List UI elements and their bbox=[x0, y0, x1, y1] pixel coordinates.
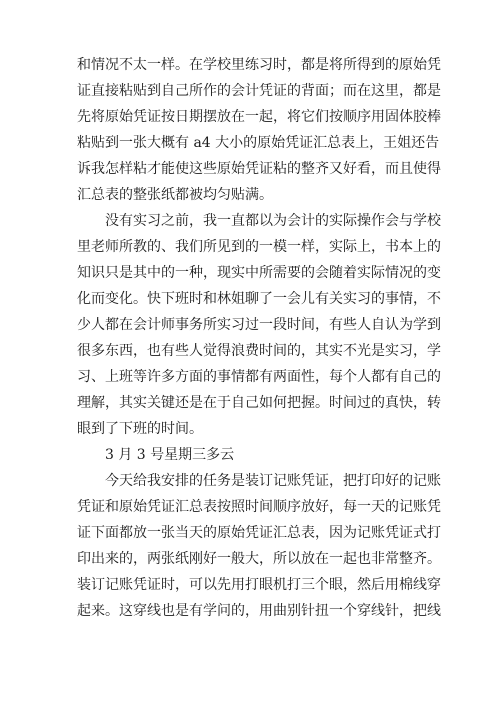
text-line: 眼到了下班的时间。 bbox=[77, 421, 203, 437]
text-line: 凭证和原始凭证汇总表按照时间顺序放好，每一天的记账凭 bbox=[77, 499, 441, 515]
text-line: 里老师所教的、我们所见到的一模一样，实际上，书本上的 bbox=[77, 239, 441, 255]
text-line: 和情况不太一样。在学校里练习时，都是将所得到的原始凭 bbox=[77, 57, 441, 73]
text-line: 没有实习之前，我一直都以为会计的实际操作会与学校 bbox=[105, 213, 441, 229]
text-line: 今天给我安排的任务是装订记账凭证，把打印好的记账 bbox=[105, 473, 441, 489]
text-line: 证直接粘贴到自己所作的会计凭证的背面；而在这里，都是 bbox=[77, 83, 441, 99]
text-line: 起来。这穿线也是有学问的，用曲别针扭一个穿线针，把线 bbox=[77, 603, 441, 619]
paragraph-3 bbox=[77, 468, 441, 624]
text-line: 装订记账凭证时，可以先用打眼机打三个眼，然后用棉线穿 bbox=[77, 577, 441, 593]
text-line: 印出来的，两张纸刚好一般大，所以放在一起也非常整齐。 bbox=[77, 551, 441, 567]
diary-date-heading: 3 月 3 号星期三多云 bbox=[105, 447, 235, 463]
text-line: 证下面都放一张当天的原始凭证汇总表，因为记账凭证式打 bbox=[77, 525, 441, 541]
text-line: 很多东西，也有些人觉得浪费时间的，其实不光是实习，学 bbox=[77, 343, 441, 359]
text-line: 粘贴到一张大概有 a4 大小的原始凭证汇总表上，王姐还告 bbox=[77, 135, 440, 151]
text-line: 汇总表的整张纸都被均匀贴满。 bbox=[77, 187, 273, 203]
text-line: 理解，其实关键还是在于自己如何把握。时间过的真快，转 bbox=[77, 395, 441, 411]
text-line: 习、上班等许多方面的事情都有两面性，每个人都有自己的 bbox=[77, 369, 441, 385]
text-line: 化而变化。快下班时和林姐聊了一会儿有关实习的事情，不 bbox=[77, 291, 441, 307]
text-line: 知识只是其中的一种，现实中所需要的会随着实际情况的变 bbox=[77, 265, 441, 281]
text-line: 诉我怎样粘才能使这些原始凭证粘的整齐又好看，而且使得 bbox=[77, 161, 441, 177]
document-body bbox=[77, 52, 441, 624]
text-line: 少人都在会计师事务所实习过一段时间，有些人自认为学到 bbox=[77, 317, 441, 333]
paragraph-2 bbox=[77, 208, 441, 442]
paragraph-1 bbox=[77, 52, 441, 208]
text-line: 先将原始凭证按日期摆放在一起，将它们按顺序用固体胶棒 bbox=[77, 109, 441, 125]
